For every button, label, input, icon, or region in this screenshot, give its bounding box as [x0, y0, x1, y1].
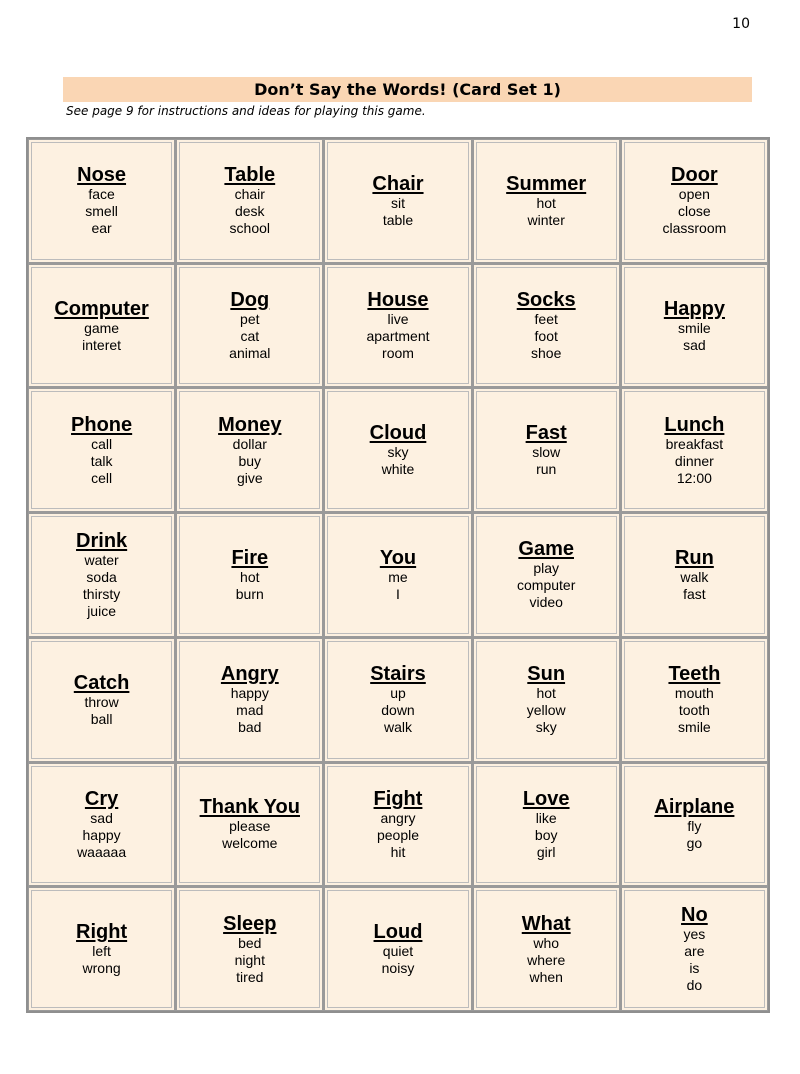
card-hint: buy: [238, 452, 262, 469]
card-hint-list: [83, 943, 121, 977]
card-hint-list: [531, 311, 561, 362]
card-hint: me: [388, 568, 408, 585]
card-hint-list: [381, 685, 414, 736]
word-card: [29, 389, 174, 511]
card-hint: breakfast: [665, 435, 724, 452]
card-hint: game: [84, 319, 120, 336]
card-word: Phone: [71, 413, 133, 436]
word-card: [29, 639, 174, 761]
card-hint-list: [230, 186, 270, 237]
card-hint: cat: [240, 328, 260, 345]
card-word: Love: [522, 787, 570, 810]
card-hint: noisy: [381, 960, 415, 977]
card-hint-list: [662, 186, 726, 237]
card-hint: go: [686, 835, 703, 852]
card-hint: is: [689, 960, 700, 977]
word-card: [29, 140, 174, 262]
card-word: Run: [674, 546, 714, 569]
card-hint: video: [529, 594, 563, 611]
card-hint: do: [686, 977, 703, 994]
card-hint: foot: [534, 328, 558, 345]
word-card: [177, 140, 322, 262]
card-word: Loud: [373, 921, 423, 944]
card-hint-list: [85, 186, 118, 237]
card-hint: wrong: [82, 960, 121, 977]
card-word: Sun: [527, 663, 566, 686]
word-card: [622, 514, 767, 636]
card-word: Dog: [230, 289, 270, 312]
card-word: Fight: [373, 787, 423, 810]
card-hint: sit: [390, 194, 405, 211]
card-hint-list: [84, 694, 118, 728]
card-hint-list: [383, 195, 413, 229]
card-hint: sky: [535, 719, 557, 736]
card-hint-list: [366, 311, 429, 362]
word-card: [622, 764, 767, 886]
card-word: House: [367, 289, 429, 312]
word-card: [29, 265, 174, 387]
card-hint: smile: [678, 719, 711, 736]
card-word: Teeth: [668, 663, 721, 686]
card-hint: left: [92, 943, 111, 960]
card-hint-list: [678, 320, 711, 354]
card-word: Cloud: [369, 422, 427, 445]
card-hint: pet: [240, 311, 260, 328]
card-hint: chair: [234, 186, 265, 203]
card-hint: computer: [517, 577, 576, 594]
word-card: [474, 265, 619, 387]
card-word: Fast: [525, 422, 567, 445]
card-hint: give: [236, 469, 263, 486]
card-hint: throw: [84, 693, 119, 710]
card-hint: bed: [238, 934, 262, 951]
card-hint: slow: [532, 444, 561, 461]
card-word: No: [681, 904, 708, 927]
card-hint: animal: [229, 345, 271, 362]
card-hint: table: [382, 211, 414, 228]
card-word: Table: [224, 164, 276, 187]
card-hint: dinner: [674, 452, 714, 469]
card-hint: 12:00: [676, 469, 712, 486]
card-hint: smile: [678, 319, 711, 336]
card-hint: winter: [527, 211, 565, 228]
word-card: [325, 514, 470, 636]
card-grid: [26, 137, 770, 1013]
card-hint: fly: [687, 818, 702, 835]
card-hint: face: [88, 186, 115, 203]
card-hint: school: [229, 220, 271, 237]
card-word: Angry: [220, 663, 279, 686]
card-hint: hot: [240, 568, 260, 585]
page-title: Don’t Say the Words! (Card Set 1): [254, 80, 561, 99]
card-hint: bad: [238, 719, 262, 736]
card-hint: where: [527, 951, 566, 968]
card-hint-list: [535, 810, 558, 861]
card-hint: happy: [230, 685, 269, 702]
word-card: [622, 888, 767, 1010]
card-hint: please: [229, 818, 271, 835]
card-hint: down: [381, 702, 415, 719]
word-card: [325, 888, 470, 1010]
word-card: [474, 639, 619, 761]
card-hint: feet: [534, 311, 558, 328]
card-word: Chair: [372, 172, 424, 195]
card-hint: thirsty: [82, 585, 121, 602]
word-card: [177, 764, 322, 886]
card-hint: cell: [91, 469, 113, 486]
card-hint-list: [527, 935, 565, 986]
card-hint: yes: [683, 926, 706, 943]
word-card: [177, 265, 322, 387]
word-card: [177, 888, 322, 1010]
card-hint-list: [528, 195, 565, 229]
card-hint: who: [533, 934, 560, 951]
card-hint: happy: [82, 826, 121, 843]
card-hint-list: [83, 552, 120, 620]
card-hint: room: [382, 345, 414, 362]
word-card: [325, 389, 470, 511]
page-number: 10: [732, 16, 750, 32]
word-card: [474, 888, 619, 1010]
card-hint: fast: [683, 585, 706, 602]
card-word: Lunch: [664, 413, 725, 436]
card-hint: people: [376, 826, 420, 843]
card-hint: walk: [383, 719, 412, 736]
card-hint: like: [535, 809, 557, 826]
card-hint: I: [396, 585, 400, 602]
card-word: Thank You: [199, 796, 300, 819]
card-hint-list: [233, 436, 267, 487]
card-word: Fire: [231, 546, 269, 569]
card-hint: white: [381, 461, 415, 478]
card-hint: tooth: [678, 702, 710, 719]
card-hint: up: [390, 685, 406, 702]
card-hint-list: [236, 569, 264, 603]
card-hint: apartment: [366, 328, 430, 345]
card-hint: yellow: [526, 702, 566, 719]
card-hint: talk: [90, 452, 113, 469]
card-hint-list: [77, 810, 126, 861]
card-word: Door: [671, 164, 718, 187]
card-hint: hit: [390, 843, 406, 860]
word-card: [474, 764, 619, 886]
card-hint: live: [387, 311, 409, 328]
card-hint: night: [234, 951, 265, 968]
card-hint: are: [684, 943, 705, 960]
card-hint-list: [683, 926, 705, 994]
card-hint: play: [533, 560, 560, 577]
card-hint: desk: [234, 203, 265, 220]
word-card: [325, 764, 470, 886]
card-hint: burn: [235, 585, 264, 602]
card-hint-list: [382, 943, 415, 977]
word-card: [325, 639, 470, 761]
card-hint-list: [382, 444, 415, 478]
card-hint-list: [666, 436, 724, 487]
card-hint: when: [529, 968, 563, 985]
card-word: Nose: [77, 164, 127, 187]
card-hint: shoe: [531, 345, 562, 362]
card-hint: soda: [86, 568, 117, 585]
card-word: Cry: [84, 787, 119, 810]
card-hint-list: [231, 685, 269, 736]
card-hint-list: [687, 818, 703, 852]
card-hint: sad: [90, 809, 113, 826]
word-card: [474, 140, 619, 262]
card-hint-list: [532, 444, 560, 478]
card-hint: ear: [91, 220, 112, 237]
card-hint: hot: [536, 194, 556, 211]
card-word: Right: [76, 921, 128, 944]
card-word: You: [379, 546, 417, 569]
card-hint-list: [91, 436, 113, 487]
card-word: Sleep: [223, 912, 277, 935]
card-hint: mouth: [674, 685, 714, 702]
card-word: Game: [518, 538, 574, 561]
card-word: Computer: [54, 297, 149, 320]
word-card: [325, 265, 470, 387]
word-card: [177, 514, 322, 636]
card-hint-list: [222, 818, 277, 852]
word-card: [177, 389, 322, 511]
word-card: [29, 764, 174, 886]
word-card: [622, 639, 767, 761]
card-hint: waaaaa: [77, 843, 127, 860]
word-card: [474, 389, 619, 511]
card-word: Drink: [76, 529, 128, 552]
card-hint: classroom: [662, 220, 727, 237]
card-hint-list: [82, 320, 121, 354]
card-hint: walk: [680, 568, 709, 585]
card-word: Money: [218, 413, 282, 436]
card-hint: run: [536, 461, 557, 478]
word-card: [29, 888, 174, 1010]
word-card: [325, 140, 470, 262]
card-hint: tired: [236, 968, 264, 985]
card-word: Happy: [663, 297, 725, 320]
card-word: Summer: [506, 172, 587, 195]
card-hint-list: [517, 560, 575, 611]
card-hint: sky: [387, 444, 409, 461]
card-hint: boy: [534, 826, 558, 843]
word-card: [177, 639, 322, 761]
card-hint-list: [675, 685, 714, 736]
word-card: [622, 140, 767, 262]
card-hint: sad: [683, 336, 706, 353]
card-hint: girl: [536, 843, 556, 860]
card-hint: open: [678, 186, 710, 203]
card-word: What: [521, 912, 571, 935]
card-hint: call: [91, 435, 113, 452]
card-hint-list: [235, 935, 265, 986]
card-hint: smell: [85, 203, 118, 220]
word-card: [29, 514, 174, 636]
page-subtitle: See page 9 for instructions and ideas for playing this game.: [66, 104, 426, 118]
card-word: Catch: [73, 671, 130, 694]
card-hint: ball: [90, 710, 113, 727]
card-word: Airplane: [654, 796, 735, 819]
card-hint: water: [84, 551, 119, 568]
card-word: Socks: [516, 289, 576, 312]
card-hint: quiet: [382, 943, 414, 960]
card-hint-list: [388, 569, 407, 603]
card-hint: welcome: [222, 835, 278, 852]
card-hint-list: [377, 810, 419, 861]
title-band: [63, 77, 752, 102]
card-hint: dollar: [232, 435, 267, 452]
card-hint: juice: [87, 602, 116, 619]
word-card: [622, 389, 767, 511]
card-hint-list: [680, 569, 708, 603]
card-hint: mad: [236, 702, 264, 719]
card-hint: angry: [380, 809, 416, 826]
card-hint-list: [229, 311, 270, 362]
word-card: [622, 265, 767, 387]
word-card: [474, 514, 619, 636]
card-hint: interet: [82, 336, 122, 353]
card-hint: hot: [536, 685, 556, 702]
card-hint: close: [678, 203, 711, 220]
card-word: Stairs: [370, 663, 426, 686]
card-hint-list: [527, 685, 566, 736]
